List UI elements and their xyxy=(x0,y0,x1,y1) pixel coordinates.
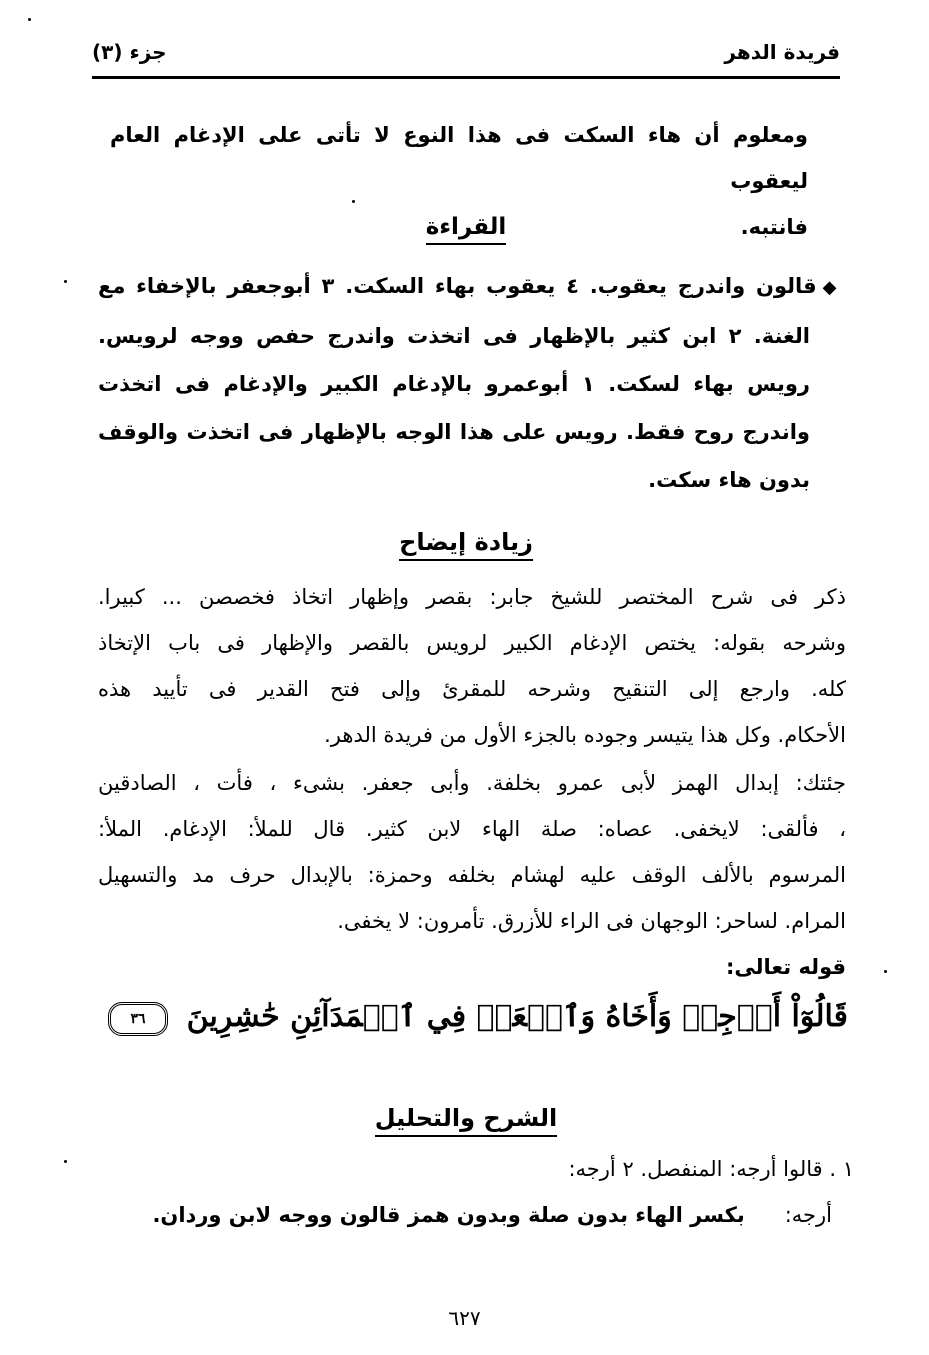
header-rule xyxy=(92,76,840,79)
text-line: ذكر فى شرح المختصر للشيخ جابر: بقصر وإظهار اتخاذ فخصصن ... كبيرا. xyxy=(98,585,846,609)
scan-speck xyxy=(64,280,67,283)
analysis-label: أرجه: xyxy=(784,1203,832,1227)
scan-speck xyxy=(64,1160,67,1163)
analysis-paragraph xyxy=(98,1146,854,1238)
part-label: جزء (٣) xyxy=(92,40,167,64)
text-line: كله. وارجع إلى التنقيح وشرحه للمقرئ وإلى فتح القدير فى تأييد هذه xyxy=(98,677,846,701)
scan-speck xyxy=(884,970,887,973)
diamond-bullet-icon: ◆ xyxy=(822,277,841,298)
verse-intro: قوله تعالى: xyxy=(725,955,846,979)
text-line: المرسوم بالألف الوقف عليه لهشام بخلفه وحمزة: بالإبدال حرف مد والتسهيل xyxy=(98,863,846,887)
verse-text: قَالُوٓاْ أَرۡجِهۡ وَأَخَاهُ وَٱبۡعَثۡ فِي ٱلۡمَدَآئِنِ حَٰشِرِينَ xyxy=(186,999,848,1034)
text-line: الغنة. ٢ ابن كثير بالإظهار فى اتخذت واندرج حفص ووجه لرويس. xyxy=(98,324,810,348)
section-heading-qiraah: القراءة xyxy=(92,214,840,240)
text-line: جئتك: إبدال الهمز لأبى عمرو بخلفة. وأبى جعفر. بشىء ، فأت ، الصادقين xyxy=(98,771,846,795)
book-title: فريدة الدهر xyxy=(724,40,840,64)
text-line: المرام. لساحر: الوجهان فى الراء للأزرق. تأمرون: لا يخفى. xyxy=(337,909,846,933)
scan-speck xyxy=(28,18,31,21)
ayah-number-marker: ٣٦ xyxy=(108,1002,168,1036)
text-line: الأحكام. وكل هذا يتيسر وجوده بالجزء الأول من فريدة الدهر. xyxy=(324,723,846,747)
text-line: رويس بهاء لسكت. ١ أبوعمرو بالإدغام الكبير والإدغام فى اتخذت xyxy=(98,372,810,396)
text-line: وشرحه بقوله: يختص الإدغام الكبير لرويس بالقصر والإظهار فى باب الإتخاذ xyxy=(98,631,846,655)
quran-verse xyxy=(100,988,848,1046)
analysis-line-2 xyxy=(98,1192,854,1238)
text-line: واندرج روح فقط. رويس على هذا الوجه بالإظهار فى اتخذت والوقف xyxy=(98,420,810,444)
text-line-content: قالون واندرج يعقوب. ٤ يعقوب بهاء السكت. ٣ أبوجعفر بالإخفاء مع xyxy=(98,274,817,298)
notes-paragraph xyxy=(98,760,846,990)
text-line: ، فألقى: لايخفى. عصاه: صلة الهاء لابن كثير. قال للملأ: الإدغام. الملأ: xyxy=(98,817,846,841)
section-heading-ziyadah: زيادة إيضاح xyxy=(92,528,840,556)
text-line: فانتبه. xyxy=(740,215,808,239)
clarification-paragraph xyxy=(98,574,846,758)
analysis-text: بكسر الهاء بدون صلة وبدون همز قالون ووجه لابن وردان. xyxy=(152,1203,745,1227)
running-header xyxy=(92,38,840,72)
text-line: ومعلوم أن هاء السكت فى هذا النوع لا تأتى على الإدغام العام ليعقوب xyxy=(110,123,808,193)
analysis-line-1: ١ . قالوا أرجه: المنفصل. ٢ أرجه: xyxy=(568,1157,854,1181)
text-line: بدون هاء سكت. xyxy=(648,468,810,492)
section-heading-sharh: الشرح والتحليل xyxy=(92,1104,840,1132)
text-line xyxy=(98,262,840,312)
page-number: ٦٢٧ xyxy=(448,1306,481,1330)
readings-paragraph xyxy=(98,262,840,504)
scan-speck xyxy=(352,200,355,203)
